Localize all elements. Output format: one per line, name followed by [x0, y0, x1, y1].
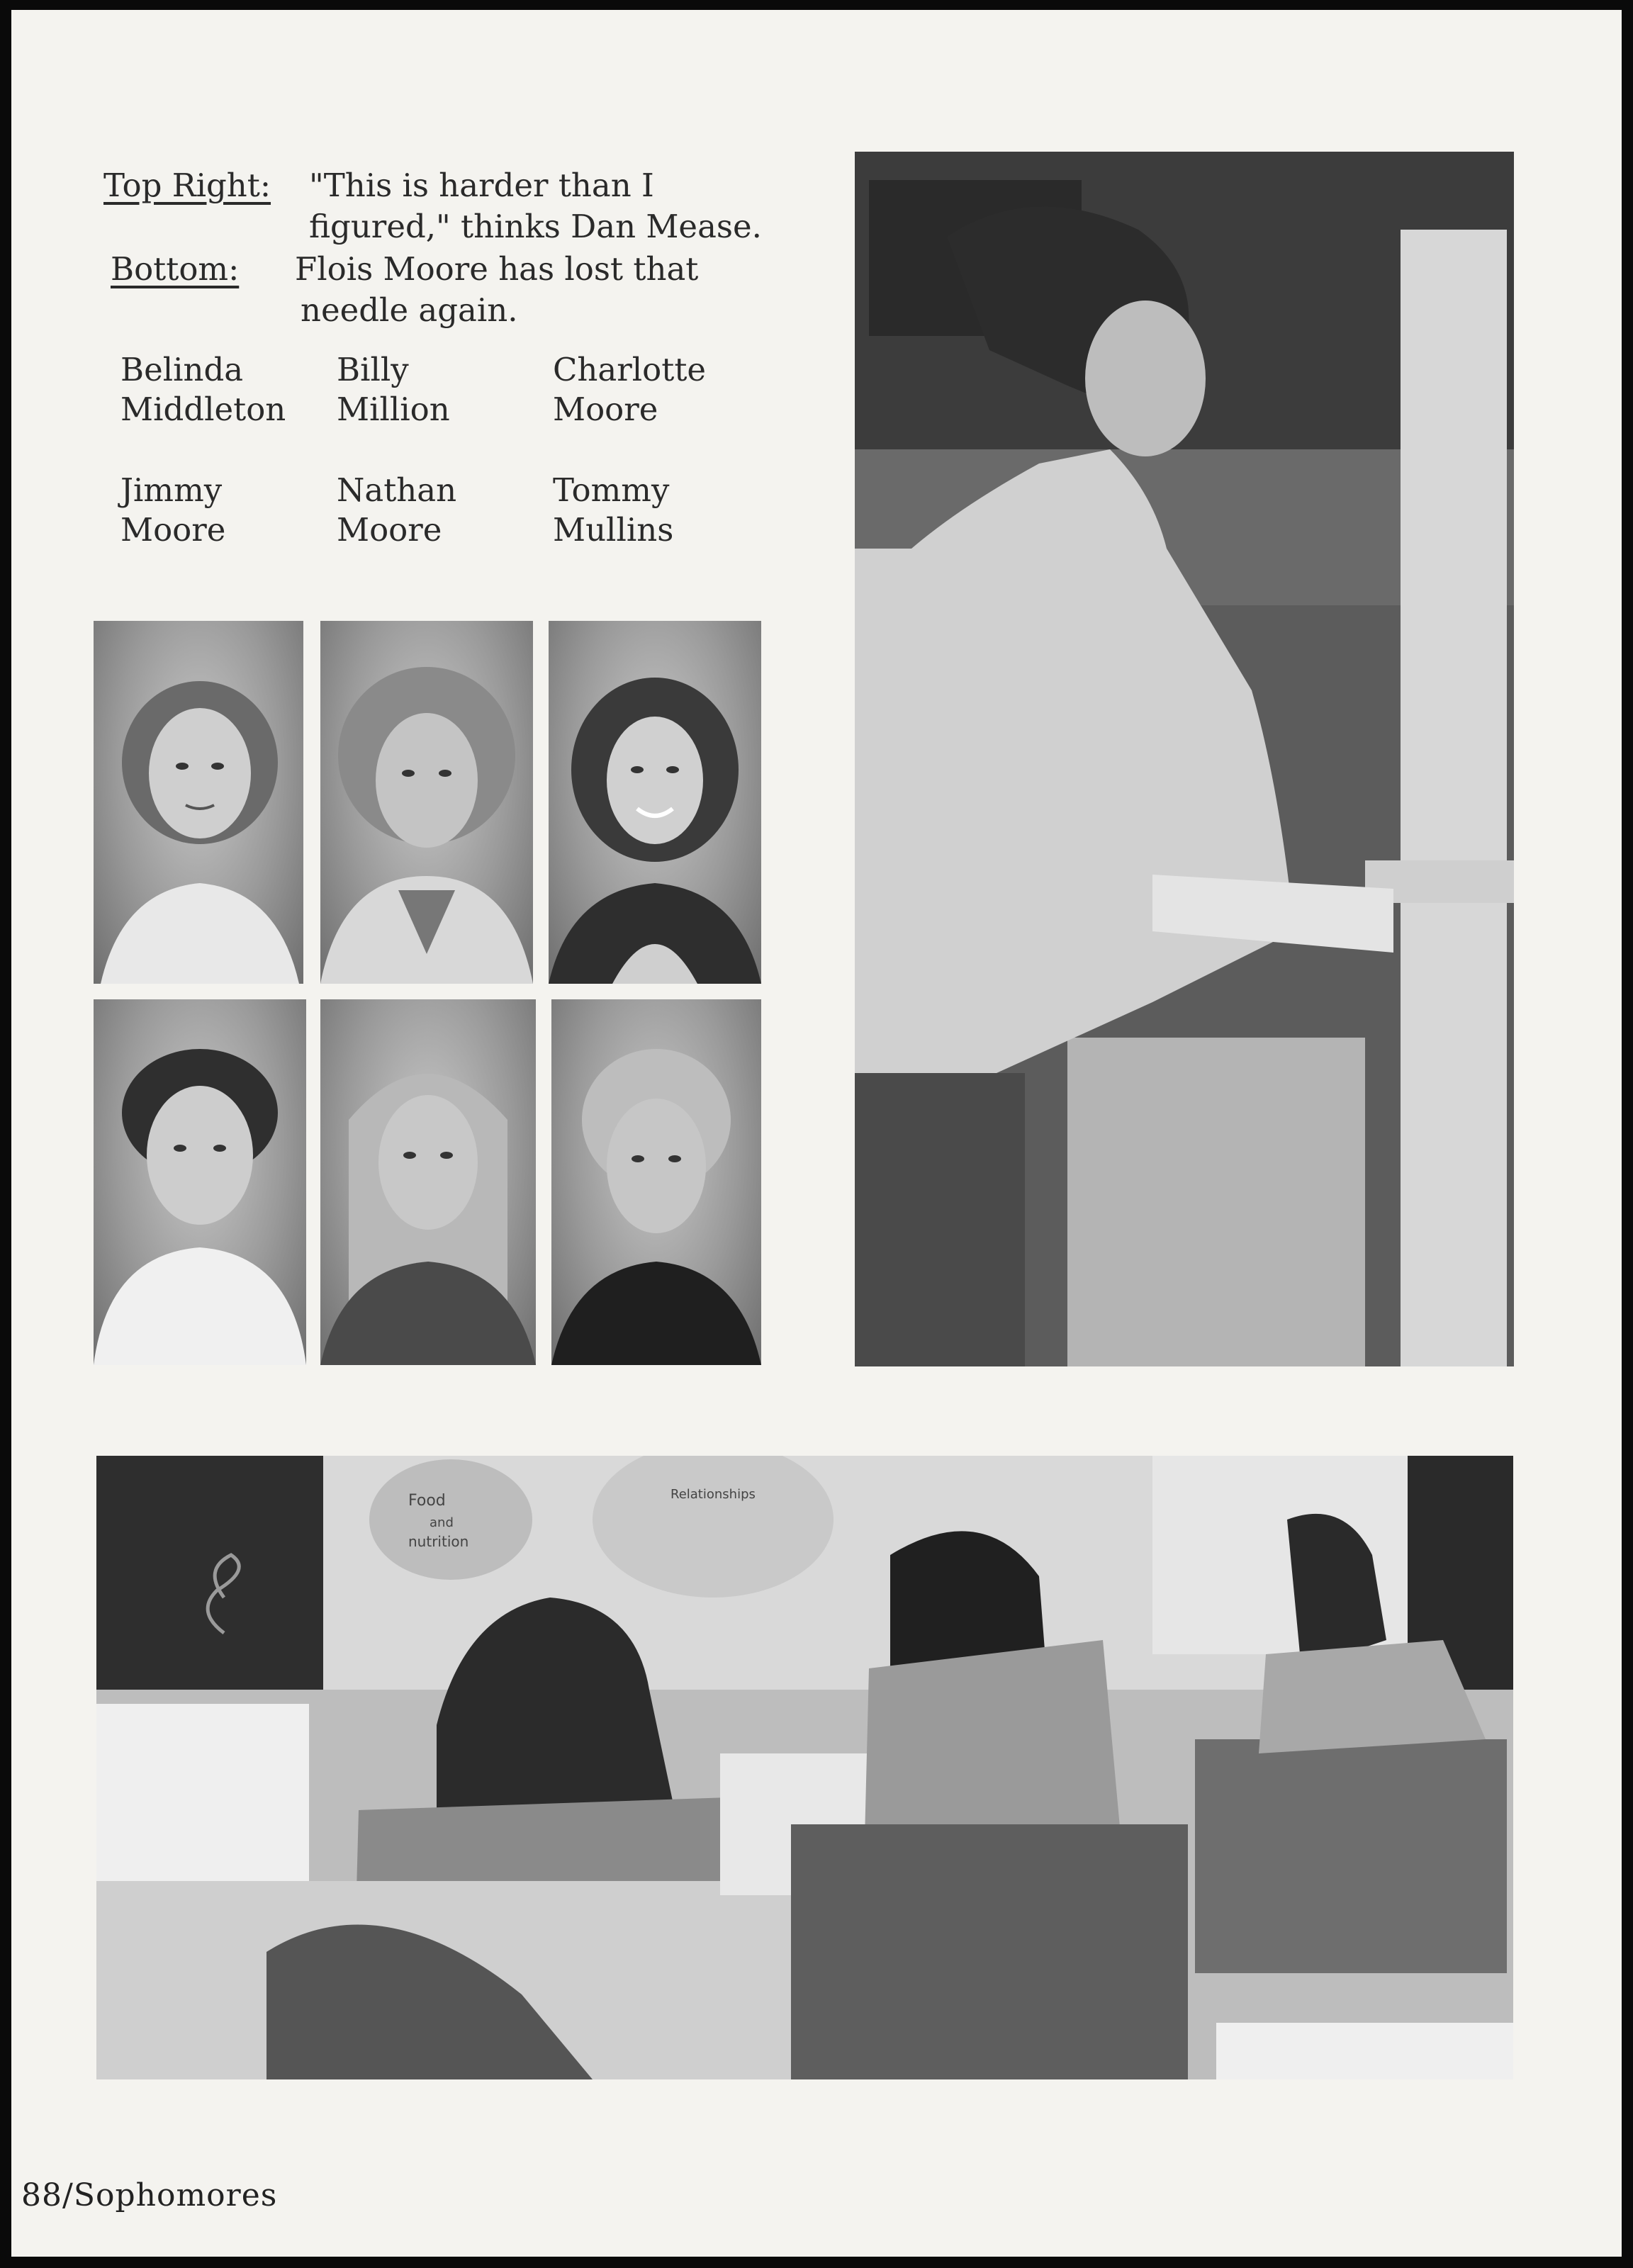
first-name: Tommy [553, 471, 670, 509]
caption-label: Top Right: [103, 167, 271, 204]
page-footer [21, 2177, 277, 2213]
student-name [120, 471, 337, 550]
first-name: Billy [337, 351, 409, 388]
portrait-jimmy-moore [94, 999, 306, 1365]
yearbook-page [11, 10, 1622, 2257]
poster-and-text: and [430, 1515, 454, 1530]
portrait-tommy-mullins [551, 999, 761, 1365]
student-name [120, 350, 337, 430]
first-name: Belinda [120, 351, 244, 388]
last-name: Mullins [553, 511, 674, 549]
section-name: /Sophomores [62, 2177, 278, 2213]
last-name: Moore [553, 391, 658, 428]
band-saw-photo [855, 152, 1514, 1366]
student-name [337, 350, 553, 430]
caption-text: "This is harder than I [309, 167, 654, 204]
student-name [337, 471, 553, 550]
photo-captions [103, 166, 848, 332]
caption-label: Bottom: [111, 250, 240, 288]
poster-relationships-text: Relationships [670, 1487, 756, 1502]
sewing-class-photo [96, 1456, 1513, 2079]
portrait-billy-million [320, 621, 533, 984]
student-name [553, 350, 769, 430]
page-number: 88 [21, 2177, 62, 2213]
caption-top-right-continued [103, 207, 848, 248]
caption-bottom [103, 249, 848, 291]
student-name [553, 471, 769, 550]
caption-text: Flois Moore has lost that [295, 250, 699, 288]
caption-text: needle again. [301, 291, 518, 329]
portrait-belinda-middleton [94, 621, 303, 984]
caption-top-right [103, 166, 848, 207]
last-name: Moore [120, 511, 226, 549]
caption-text: figured," thinks Dan Mease. [309, 208, 762, 245]
portrait-charlotte-moore [549, 621, 761, 984]
portrait-nathan-moore [320, 999, 536, 1365]
poster-nutrition-text: nutrition [408, 1533, 469, 1550]
first-name: Nathan [337, 471, 457, 509]
last-name: Moore [337, 511, 442, 549]
first-name: Jimmy [120, 471, 223, 509]
last-name: Million [337, 391, 450, 428]
poster-food-text: Food [408, 1492, 446, 1510]
last-name: Middleton [120, 391, 286, 428]
student-name-list [120, 350, 801, 550]
first-name: Charlotte [553, 351, 707, 388]
caption-bottom-continued [103, 291, 848, 332]
